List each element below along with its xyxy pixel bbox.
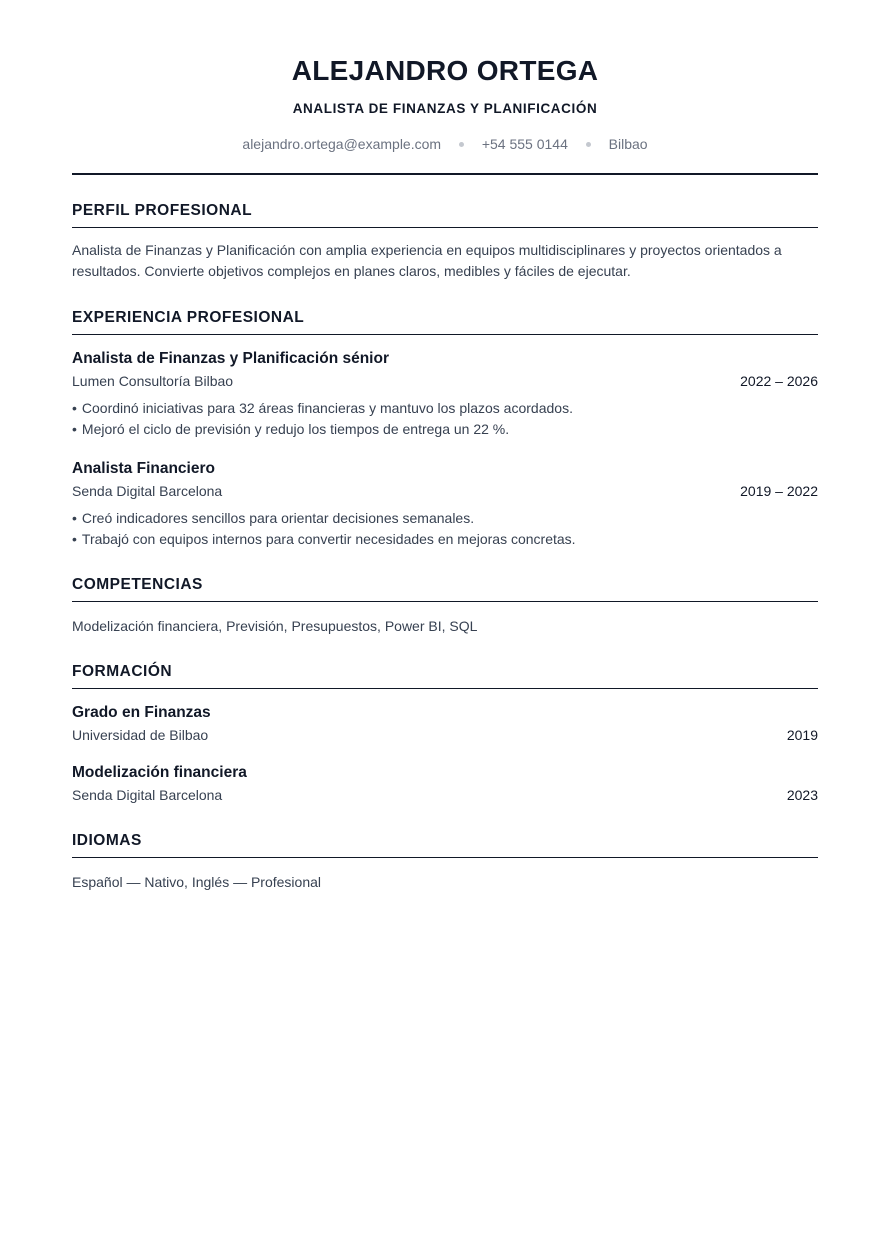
education-degree: Grado en Finanzas — [72, 704, 211, 721]
education-year: 2023 — [786, 787, 818, 803]
experience-section — [72, 308, 818, 549]
job-meta — [72, 372, 818, 391]
education-section — [72, 662, 818, 805]
contact-line — [72, 134, 818, 154]
achievement-item: • Creó indicadores sencillos para orientar decisiones semanales. — [72, 508, 818, 529]
section-title-education: FORMACIÓN — [72, 662, 818, 689]
section-title-languages: IDIOMAS — [72, 831, 818, 858]
job-meta — [72, 482, 818, 501]
education-institution: Universidad de Bilbao — [72, 727, 209, 743]
header-divider — [72, 173, 818, 175]
contact-email: alejandro.ortega@example.com — [242, 136, 442, 152]
job-achievements — [72, 398, 818, 439]
profile-summary: Analista de Finanzas y Planificación con amplia experiencia en equipos multidisciplinares y proyectos orientados a resultados. Convierte objetivos complejos en planes claros, medibles y fáciles de ejecutar. — [72, 242, 782, 279]
education-institution: Senda Digital Barcelona — [72, 787, 223, 803]
education-entry — [72, 763, 818, 805]
separator-dot-icon — [459, 142, 464, 147]
education-degree: Modelización financiera — [72, 764, 247, 781]
section-title-profile: PERFIL PROFESIONAL — [72, 201, 818, 228]
education-meta — [72, 726, 818, 745]
education-year: 2019 — [786, 727, 818, 743]
job-company: Lumen Consultoría Bilbao — [72, 373, 234, 389]
profile-section — [72, 201, 818, 282]
job-achievements — [72, 508, 818, 549]
job-title: Analista Financiero — [72, 460, 215, 477]
separator-dot-icon — [586, 142, 591, 147]
section-title-skills: COMPETENCIAS — [72, 575, 818, 602]
education-meta — [72, 786, 818, 805]
candidate-name: ALEJANDRO ORTEGA — [291, 55, 599, 86]
achievement-item: • Coordinó iniciativas para 32 áreas financieras y mantuvo los plazos acordados. — [72, 398, 818, 419]
skills-section — [72, 575, 818, 636]
languages-section — [72, 831, 818, 892]
achievement-item: • Trabajó con equipos internos para convertir necesidades en mejoras concretas. — [72, 529, 818, 550]
achievement-item: • Mejoró el ciclo de previsión y redujo los tiempos de entrega un 22 %. — [72, 419, 818, 440]
job-company: Senda Digital Barcelona — [72, 483, 223, 499]
languages-list: Español — Nativo, Inglés — Profesional — [72, 874, 322, 890]
job-entry — [72, 349, 818, 439]
candidate-role: ANALISTA DE FINANZAS Y PLANIFICACIÓN — [292, 101, 598, 116]
contact-phone: +54 555 0144 — [481, 136, 568, 152]
skills-list: Modelización financiera, Previsión, Presupuestos, Power BI, SQL — [72, 618, 478, 634]
job-entry — [72, 459, 818, 549]
job-dates: 2022 – 2026 — [740, 373, 818, 389]
resume-header — [72, 52, 818, 175]
job-dates: 2019 – 2022 — [740, 483, 818, 499]
section-title-experience: EXPERIENCIA PROFESIONAL — [72, 308, 818, 335]
education-entry — [72, 703, 818, 745]
job-title: Analista de Finanzas y Planificación sénior — [72, 350, 389, 367]
contact-location: Bilbao — [608, 136, 648, 152]
